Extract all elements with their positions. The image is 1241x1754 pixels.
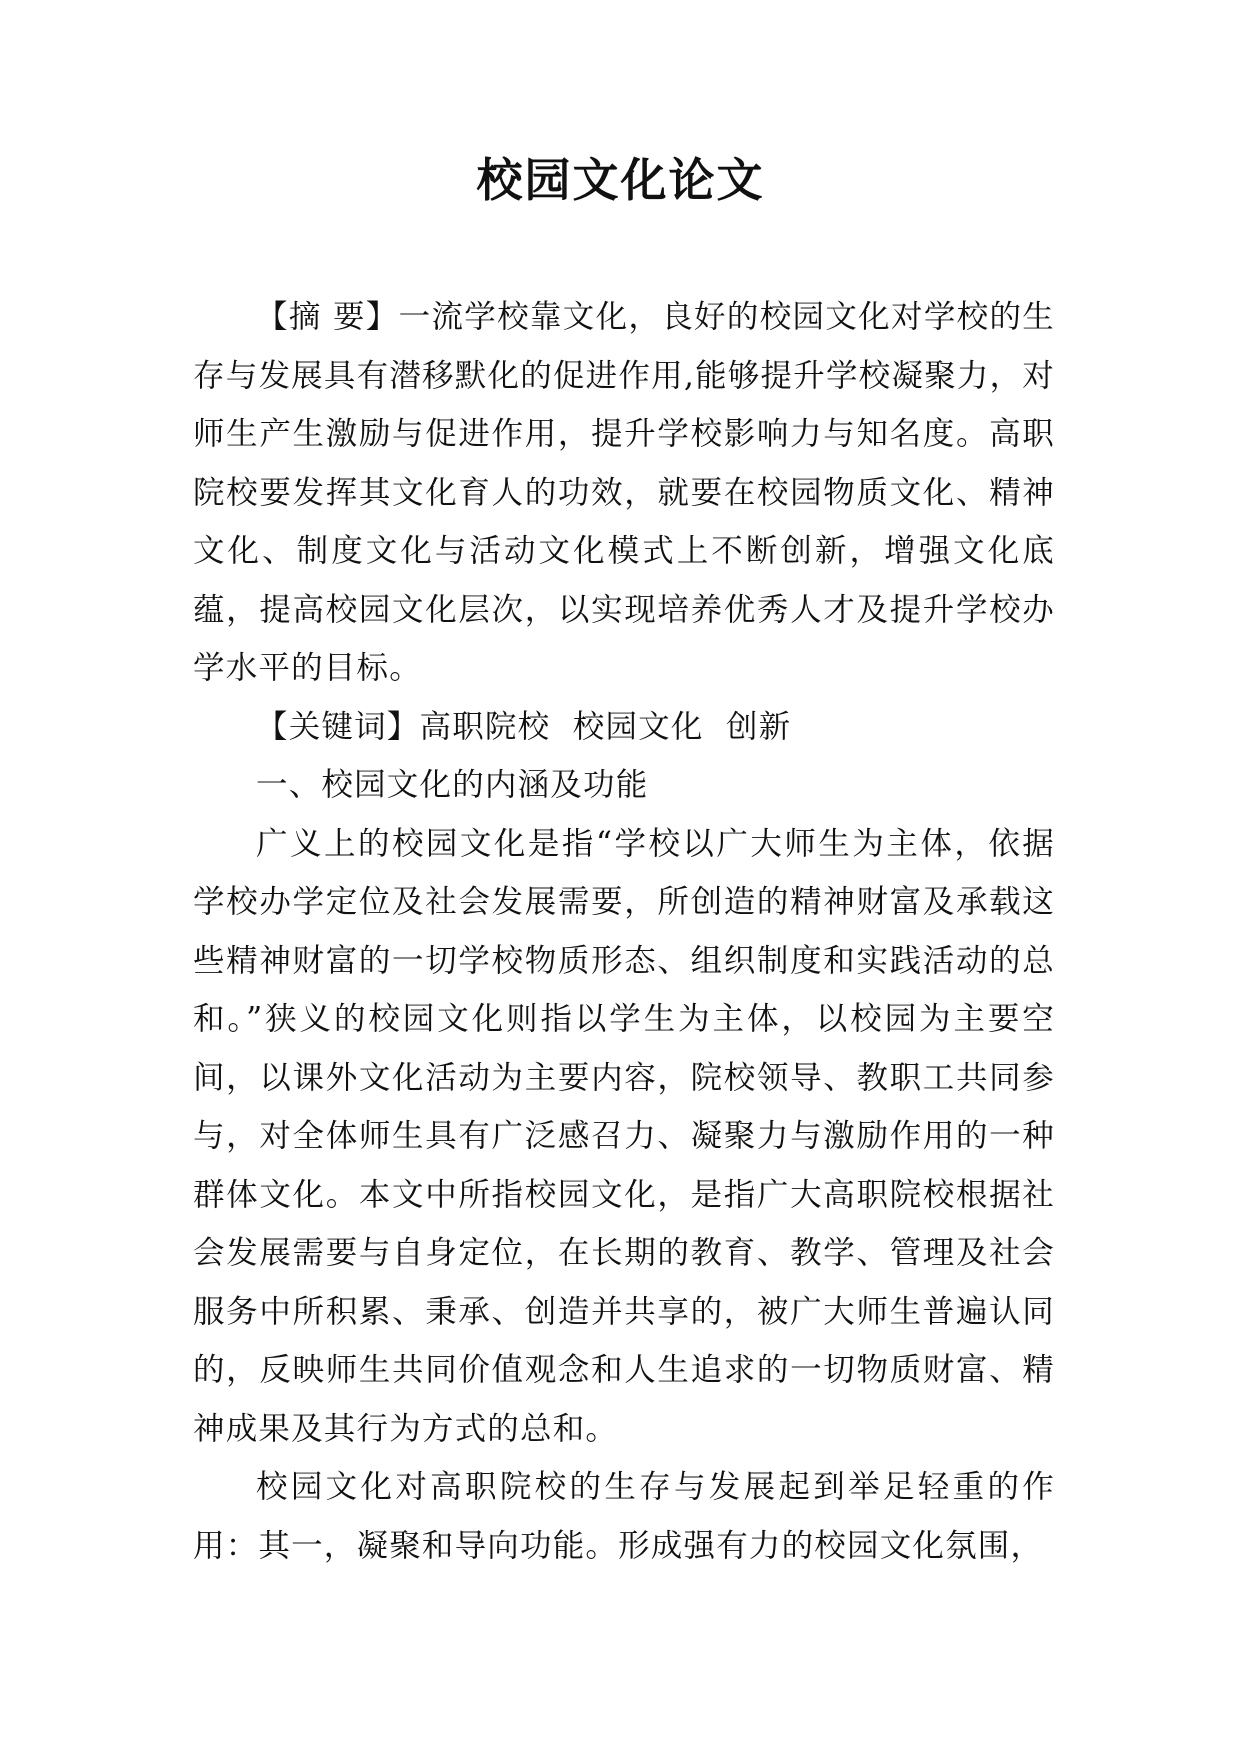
keywords-label: 【关键词】 — [256, 708, 420, 745]
abstract-paragraph — [193, 288, 1055, 698]
document-title: 校园文化论文 — [476, 153, 765, 207]
document-body — [193, 288, 1055, 1575]
body-paragraph-2: 校园文化对高职院校的生存与发展起到举足轻重的作用：其一，凝聚和导向功能。形成强有力的校园文化氛围， — [193, 1469, 1055, 1564]
abstract-label: 【摘 要】 — [256, 299, 399, 335]
keywords-paragraph — [193, 698, 1055, 757]
abstract-text: 一流学校靠文化，良好的校园文化对学校的生存与发展具有潜移默化的促进作用,能够提升学校凝聚力，对师生产生激励与促进作用，提升学校影响力与知名度。高职院校要发挥其文化育人的功效，就要在校园物质文化、精神文化、制度文化与活动文化模式上不断创新，增强文化底蕴，提高校园文化层次，以实现培养优秀人才及提升学校办学水平的目标。 — [193, 299, 1055, 686]
section-heading: 一、校园文化的内涵及功能 — [256, 767, 649, 803]
keywords-text: 高职院校 校园文化 创新 — [419, 708, 792, 745]
body-paragraph-1: 广义上的校园文化是指“学校以广大师生为主体，依据学校办学定位及社会发展需要，所创造的精神财富及承载这些精神财富的一切学校物质形态、组织制度和实践活动的总和。”狭义的校园文化则指以学生为主体，以校园为主要空间，以课外文化活动为主要内容，院校领导、教职工共同参与，对全体师生具有广泛感召力、凝聚力与激励作用的一种群体文化。本文中所指校园文化，是指广大高职院校根据社会发展需要与自身定位，在长期的教育、教学、管理及社会服务中所积累、秉承、创造并共享的，被广大师生普遍认同的，反映师生共同价值观念和人生追求的一切物质财富、精神成果及其行为方式的总和。 — [193, 825, 1055, 1447]
